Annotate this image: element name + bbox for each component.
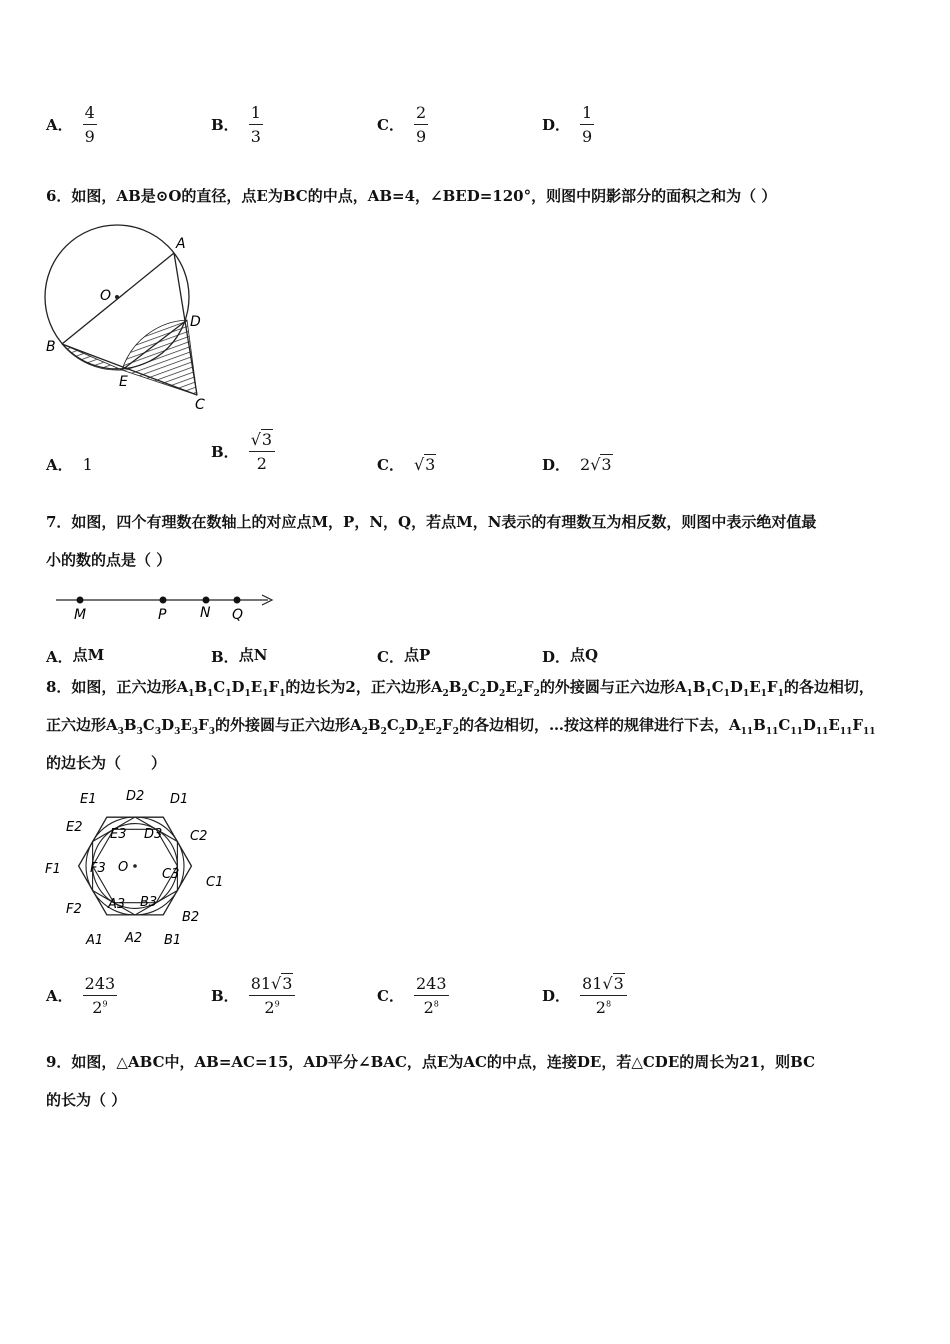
q8-line2: 正六边形$A_3B_3C_3D_3E_3F_3$的外接圆与正六边形$A_2B_2C_2D_2E_2F_2$的各边相切，…按这样的规律进行下去，$A_{11}B_{11}C_{11}D_{11}E_{11}F_{11}$ (46, 716, 876, 737)
label-c1: C1 (206, 875, 224, 890)
label-c: C (195, 397, 205, 413)
q7-option-d: D．点Q (542, 646, 599, 666)
label-f2: F2 (66, 902, 82, 917)
q7-option-a: A．点M (46, 646, 105, 666)
q6-text: 6．如图，AB是⊙O的直径，点E为BC的中点，AB=4，∠BED=120°，则图中阴影部分的面积之和为（ ） (46, 187, 777, 205)
label-d1: D1 (170, 792, 189, 807)
label-f3: F3 (90, 861, 106, 876)
q8-option-b: B． $\frac{81√3}{2^9}$ (211, 974, 295, 1017)
label-a: A (176, 236, 186, 252)
q8-option-d: D． $\frac{81√3}{2^8}$ (542, 974, 627, 1017)
q8-option-a: A． $\frac{243}{2^9}$ (46, 974, 116, 1017)
q6-option-c: C． √3 (377, 455, 436, 474)
label-d: D (190, 314, 201, 330)
q6-option-d: D． 2√3 (542, 455, 612, 474)
q8-hexagon-figure (40, 786, 230, 952)
label-b1: B1 (164, 933, 182, 948)
label-e3: E3 (110, 827, 127, 842)
q6-option-a: A． 1 (46, 455, 93, 474)
label-b2: B2 (182, 910, 200, 925)
label-q: Q (232, 607, 244, 623)
label-d3: D3 (144, 827, 163, 842)
q7-option-b: B．点N (211, 646, 268, 666)
label-n: N (200, 605, 211, 621)
label-a2: A2 (125, 931, 143, 946)
q7-number-line (50, 588, 280, 628)
q6-circle-figure (40, 220, 220, 415)
q6-option-b: B． $\frac{√3}{2}$ (211, 430, 275, 473)
label-e1: E1 (80, 792, 97, 807)
label-d2: D2 (126, 789, 145, 804)
q7-option-c: C．点P (377, 646, 431, 666)
q5-option-d: D． $\frac{1}{9}$ (542, 103, 593, 146)
q9-line2: 的长为（ ） (46, 1091, 127, 1109)
label-o: O (118, 860, 129, 875)
label-f1: F1 (45, 862, 61, 877)
q9-line1: 9．如图，△ABC中，AB=AC=15，AD平分∠BAC，点E为AC的中点，连接DE，若△CDE的周长为21，则BC (46, 1053, 816, 1071)
label-c2: C2 (190, 829, 208, 844)
q7-line2: 小的数的点是（ ） (46, 551, 172, 569)
label-c3: C3 (162, 867, 180, 882)
q7-line1: 7．如图，四个有理数在数轴上的对应点M，P，N，Q，若点M，N表示的有理数互为相反数，则图中表示绝对值最 (46, 513, 817, 531)
label-m: M (74, 607, 87, 623)
label-p: P (158, 607, 167, 623)
label-b: B (46, 339, 56, 355)
label-a1: A1 (86, 933, 104, 948)
label-a3: A3 (108, 897, 126, 912)
label-o: O (100, 288, 112, 304)
q8-option-c: C． $\frac{243}{2^8}$ (377, 974, 447, 1017)
q5-option-b: B． $\frac{1}{3}$ (211, 103, 261, 146)
label-e2: E2 (66, 820, 83, 835)
label-b3: B3 (140, 895, 158, 910)
q5-option-a: A． $\frac{4}{9}$ (46, 103, 95, 146)
q8-line1: 8．如图，正六边形$A_1B_1C_1D_1E_1F_1$的边长为2，正六边形$A_2B_2C_2D_2E_2F_2$的外接圆与正六边形$A_1B_1C_1D_1E_1F_1$的各边相切， (46, 678, 874, 699)
q5-option-c: C． $\frac{2}{9}$ (377, 103, 427, 146)
q8-line3: 的边长为（ ） (46, 754, 167, 772)
label-e: E (119, 374, 128, 390)
